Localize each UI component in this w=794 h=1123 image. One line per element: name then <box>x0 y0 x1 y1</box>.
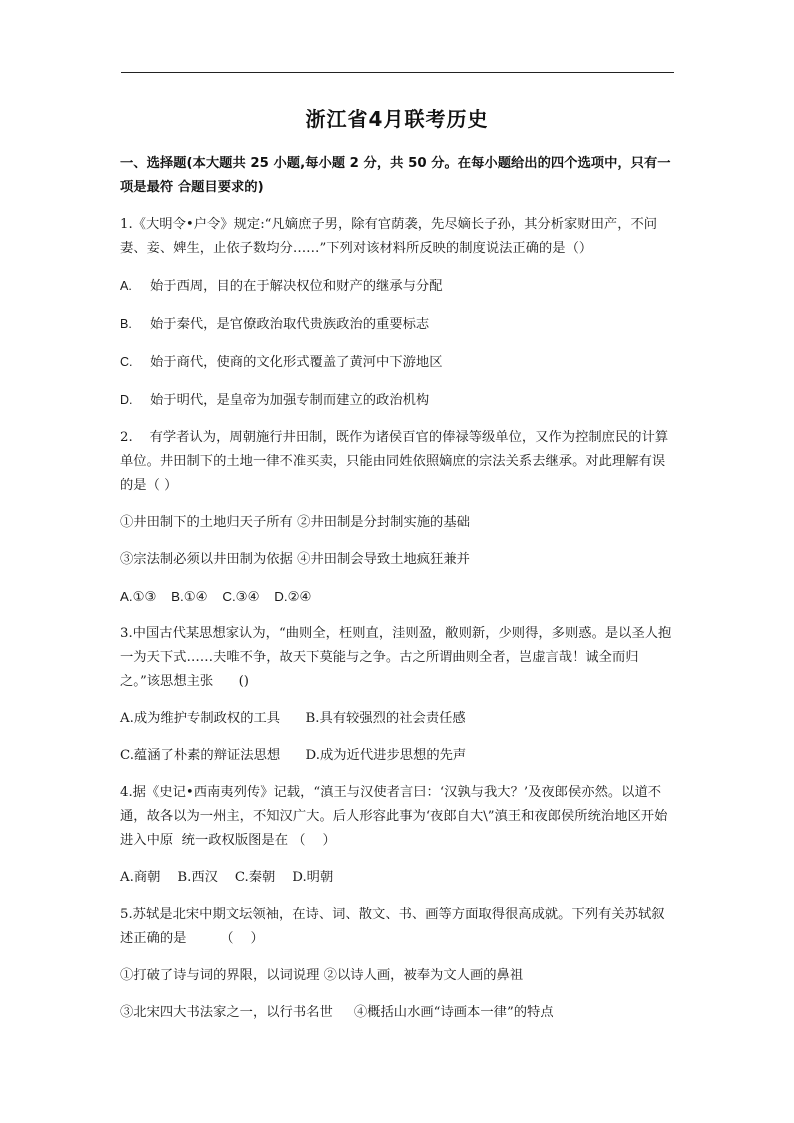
section-heading: 一、选择题(本大题共 25 小题,每小题 2 分，共 50 分。在每小题给出的四个选项中，只有一项是最符 合题目要求的) <box>120 156 671 195</box>
option-text: 始于明代，是皇帝为加强专制而建立的政治机构 <box>150 393 430 408</box>
question-1-stem: 1.《大明令•户令》规定:“凡嫡庶子男，除有官荫袭，先尽嫡长子孙，其分析家财田产，不问妻、妾、婢生，止依子数均分……”下列对该材料所反映的制度说法正确的是（） <box>120 217 658 256</box>
option-text: 始于商代，使商的文化形式覆盖了黄河中下游地区 <box>150 355 443 370</box>
question-1-option-a <box>120 274 676 299</box>
option-text: 始于西周，目的在于解决权位和财产的继承与分配 <box>150 279 443 294</box>
question-5-statements-2: ③北宋四大书法家之一，以行书名世 ④概括山水画“诗画本一律”的特点 <box>120 1005 554 1020</box>
question-2-statements-1: ①井田制下的土地归天子所有 ②井田制是分封制实施的基础 <box>120 515 470 530</box>
question-5-stem: 5.苏轼是北宋中期文坛领袖，在诗、词、散文、书、画等方面取得很高成就。下列有关苏轼叙述正确的是 （ ） <box>120 907 665 946</box>
question-2-choices: A.①③ B.①④ C.③④ D.②④ <box>120 589 312 604</box>
question-4-stem: 4.据《史记•西南夷列传》记载，“滇王与汉使者言曰：‘汉孰与我大？’及夜郎侯亦然。以道不通，故各以为一州主，不知汉广大。后人形容此事为‘夜郎自大\”滇王和夜郎侯所统治地区开始进入中原 统一政权版图是在 （ ） <box>120 785 668 848</box>
option-letter: A. <box>120 279 132 293</box>
question-1-option-c <box>120 350 676 375</box>
header-rule <box>121 72 674 73</box>
question-1-option-d <box>120 388 676 413</box>
document-body <box>120 152 676 1038</box>
question-4-choices: A.商朝 B.西汉 C.秦朝 D.明朝 <box>120 870 334 885</box>
option-letter: C. <box>120 355 133 369</box>
question-1-option-b <box>120 312 676 337</box>
question-3-options-2: C.蕴涵了朴素的辩证法思想 D.成为近代进步思想的先声 <box>120 748 467 763</box>
question-3-options-1: A.成为维护专制政权的工具 B.具有较强烈的社会责任感 <box>120 711 466 726</box>
option-text: 始于秦代，是官僚政治取代贵族政治的重要标志 <box>150 317 430 332</box>
option-letter: D. <box>120 393 133 407</box>
question-2-stem: 2. 有学者认为，周朝施行井田制，既作为诸侯百官的俸禄等级单位，又作为控制庶民的计算单位。井田制下的土地一律不准买卖，只能由同姓依照嫡庶的宗法关系去继承。对此理解有误的是（ ） <box>120 430 669 493</box>
question-5-statements-1: ①打破了诗与词的界限，以词说理 ②以诗人画，被奉为文人画的鼻祖 <box>120 968 524 983</box>
question-3-stem: 3.中国古代某思想家认为，“曲则全，枉则直，洼则盈，敝则新，少则得，多则惑。是以圣人抱一为天下式……夫唯不争，故天下莫能与之争。古之所谓曲则全者，岂虚言哉！诚全而归之。”该思想主张 () <box>120 626 672 689</box>
page-title: 浙江省4月联考历史 <box>305 107 489 131</box>
question-2-statements-2: ③宗法制必须以井田制为依据 ④井田制会导致土地疯狂兼并 <box>120 552 470 567</box>
option-letter: B. <box>120 317 132 331</box>
